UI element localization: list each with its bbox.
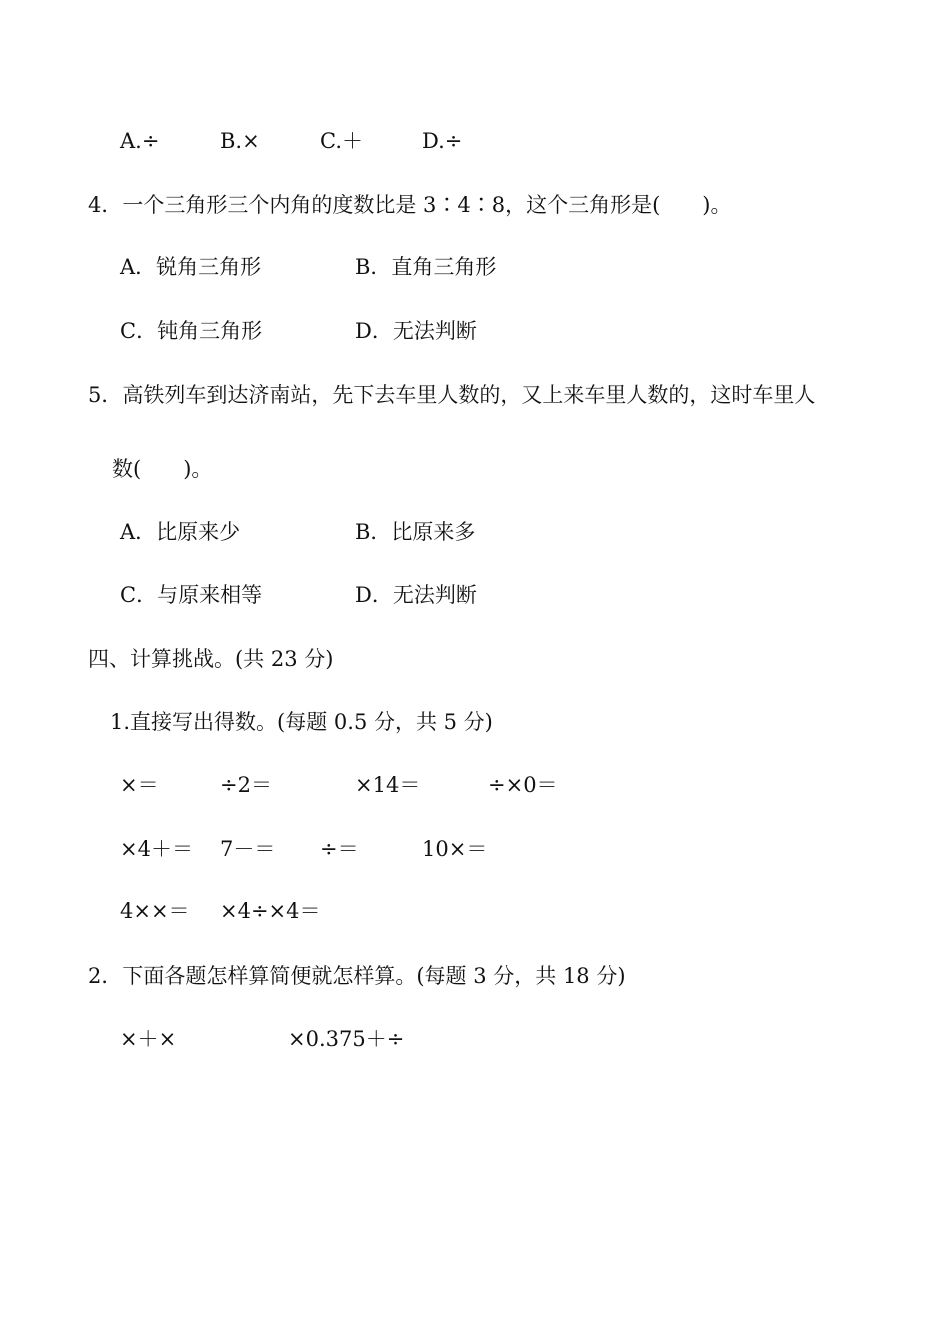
q4-option-c: C．钝角三角形 (120, 319, 263, 343)
q5-option-a: A．比原来少 (120, 520, 241, 544)
q3-option-a: A.÷ (120, 129, 160, 153)
q5-option-b: B．比原来多 (355, 520, 476, 544)
calc-item: ×4＋＝ (120, 837, 193, 861)
q5-option-c: C．与原来相等 (120, 583, 263, 607)
q3-option-d: D.÷ (422, 129, 463, 153)
q3-option-b: B.× (220, 129, 260, 153)
calc-item: ÷×0＝ (488, 773, 558, 797)
calc-item: ×＋× (120, 1027, 177, 1051)
calc-item: ÷2＝ (220, 773, 272, 797)
calc-item: ÷＝ (320, 837, 359, 861)
calc-item: ×14＝ (355, 773, 421, 797)
calc-item: 10×＝ (422, 837, 488, 861)
q5-option-d: D．无法判断 (355, 583, 477, 607)
part-1-title: 1.直接写出得数。(每题 0.5 分，共 5 分) (110, 710, 493, 734)
calc-item: 7－＝ (220, 837, 276, 861)
q4-option-b: B．直角三角形 (355, 255, 497, 279)
calc-item: ×4÷×4＝ (220, 899, 321, 923)
calc-item: 4××＝ (120, 899, 190, 923)
calc-item: ×＝ (120, 773, 159, 797)
calc-item: ×0.375＋÷ (288, 1027, 405, 1051)
q5-stem-line-1: 5．高铁列车到达济南站，先下去车里人数的，又上来车里人数的，这时车里人 (88, 383, 816, 407)
q4-option-a: A．锐角三角形 (120, 255, 262, 279)
part-2-title: 2．下面各题怎样算简便就怎样算。(每题 3 分，共 18 分) (88, 964, 626, 988)
q4-stem: 4．一个三角形三个内角的度数比是 3∶4∶8，这个三角形是( )。 (88, 193, 732, 217)
q3-option-c: C.＋ (320, 129, 363, 153)
q4-option-d: D．无法判断 (355, 319, 477, 343)
q5-stem-line-2: 数( )。 (112, 457, 213, 481)
section-4-title: 四、计算挑战。(共 23 分) (88, 647, 334, 671)
